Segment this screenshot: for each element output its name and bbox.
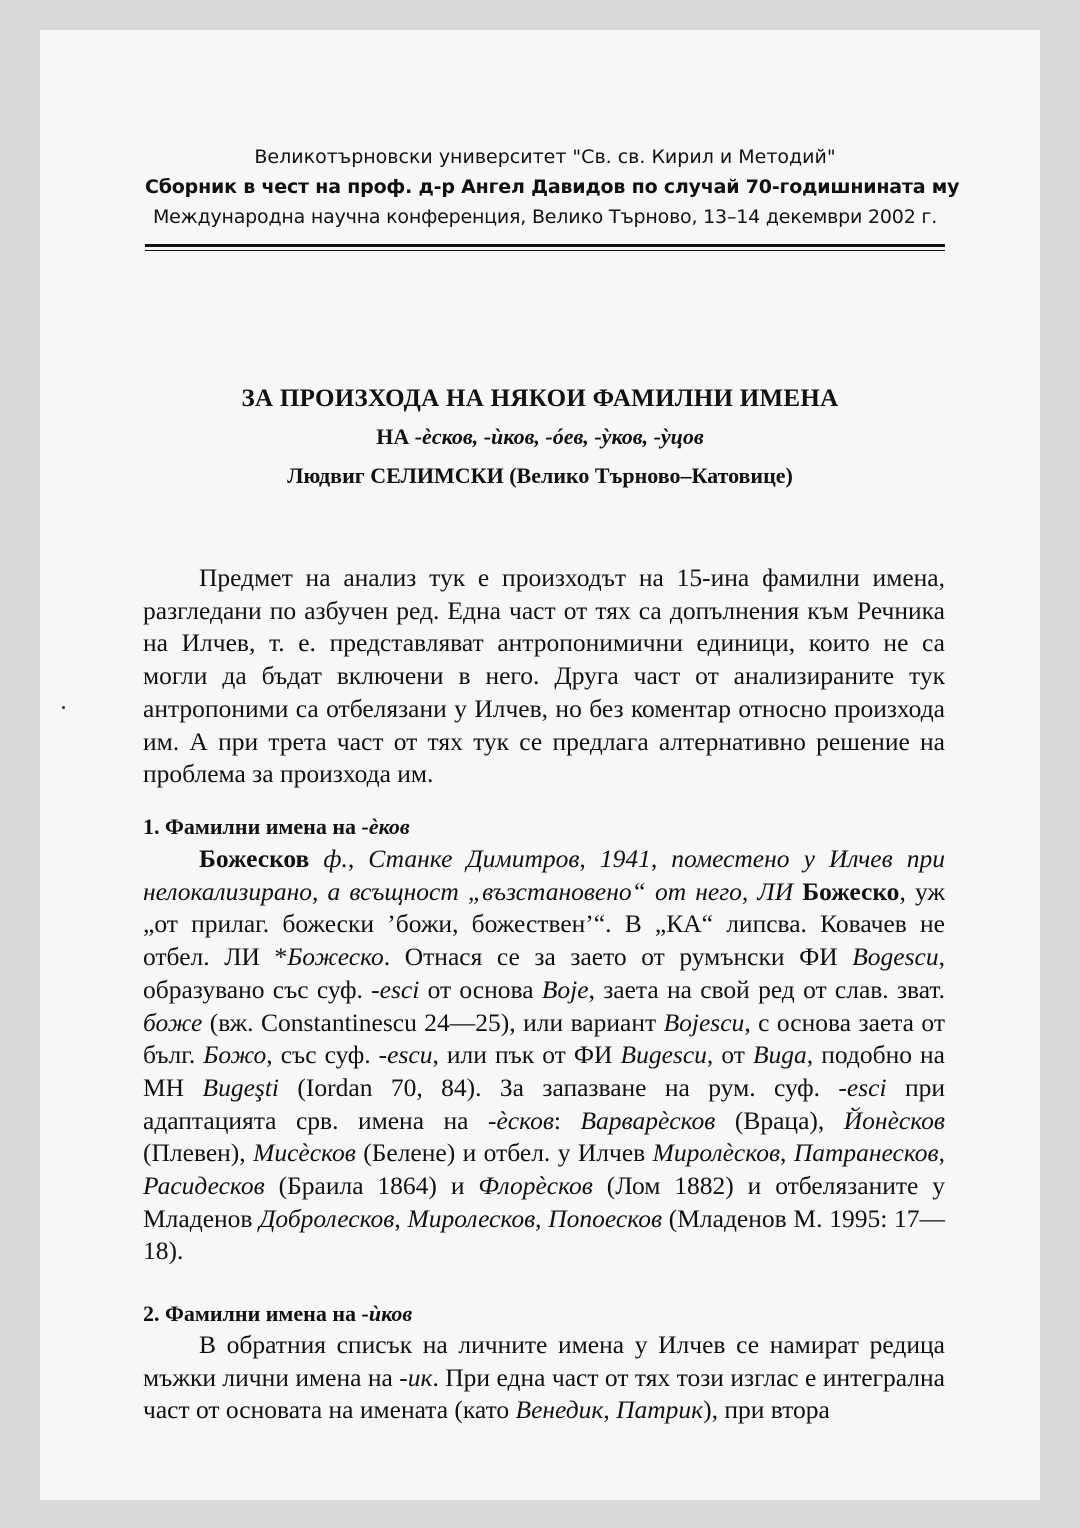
header-collection: Сборник в чест на проф. д-р Ангел Давидов по случай 70-годишнината му xyxy=(145,176,960,198)
section-1-paragraph xyxy=(143,843,945,1268)
margin-dot xyxy=(62,706,65,709)
section-1-text: Божесков ф., Станке Димитров, 1941, поместено у Илчев при нелокализирано, а всъщност „възстановено“ от него, ЛИ Божеско, уж „от прилаг. божески ’божи, божествен’“. В „КА“ липсва. Ковачев не отбел. ЛИ *Божеско. Отнася се за заето от румънски ФИ Bogescu, образувано със суф. -esci от основа Boje, заета на свой ред от слав. зват. боже (вж. Constantinescu 24—25), или вариант Bojescu, с основа заета от бълг. Божо, със суф. -escu, или пък от ФИ Bugescu, от Buga, подобно на МН Bugeşti (Iordan 70, 84). За запазване на рум. суф. -esci при адаптацията срв. имена на -èсков: Варварèсков (Враца), Йонèсков (Плевен), Мисèсков (Белене) и отбел. у Илчев Миролèсков, Патранесков, Расидесков (Браила 1864) и Флорèсков (Лом 1882) и отбелязаните у Младенов Добролесков, Миролесков, Попоесков (Младенов М. 1995: 17—18). xyxy=(143,844,946,1266)
section-2-paragraph xyxy=(143,1329,945,1427)
article-title: ЗА ПРОИЗХОДА НА НЯКОИ ФАМИЛНИ ИМЕНА xyxy=(241,385,839,412)
conference-header xyxy=(145,142,960,232)
header-university: Великотърновски университет "Св. св. Кирил и Методий" xyxy=(254,146,836,168)
section-2-heading: 2. Фамилни имена на -ùков xyxy=(143,1301,413,1326)
header-rule-thick xyxy=(145,244,945,247)
article-author: Людвиг СЕЛИМСКИ (Велико Търново–Катовице) xyxy=(287,463,793,488)
section-2-text: В обратния списък на личните имена у Илчев се намират редица мъжки лични имена на -ик. При една част от тях този изглас е интегрална част от основата на имената (като Венедик, Патрик), при втора xyxy=(143,1330,945,1425)
subtitle-suffixes: -èсков, -ùков, -óев, -ỳков, -ỳцов xyxy=(414,424,704,449)
header-conference: Международна научна конференция, Велико Търново, 13–14 декември 2002 г. xyxy=(152,206,938,228)
intro-paragraph xyxy=(143,562,945,791)
subtitle-prefix: НА xyxy=(376,424,415,449)
article-subtitle xyxy=(0,424,1080,450)
header-rule-thin xyxy=(145,250,945,251)
intro-text: Предмет на анализ тук е произходът на 15-ина фамилни имена, разгледани по азбучен ред. Една част от тях са допълнения към Речника на Илчев, т. е. представляват антропонимични единици, които не са могли да бъдат включени в него. Друга част от анализираните тук антропоними са отбелязани у Илчев, но без коментар относно произхода им. А при трета част от тях тук се предлага алтернативно решение на проблема за произхода им. xyxy=(143,563,945,789)
section-1-heading: 1. Фамилни имена на -èков xyxy=(143,814,410,839)
